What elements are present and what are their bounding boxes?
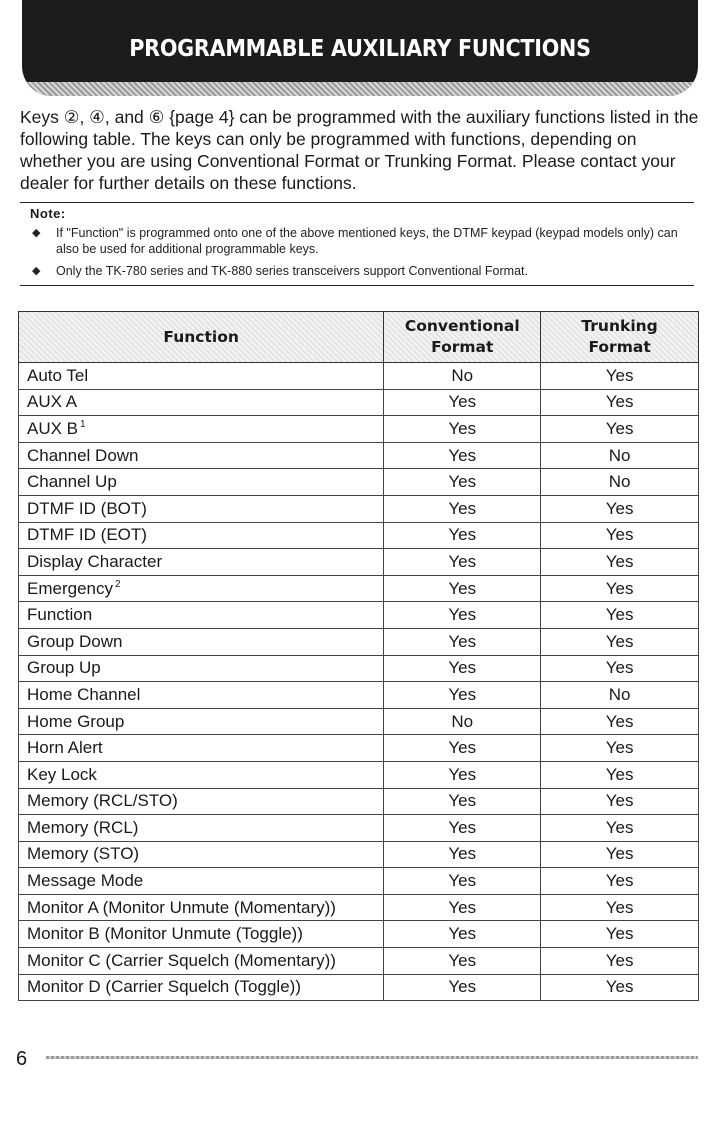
function-cell (19, 363, 384, 390)
function-name: AUX A (27, 392, 78, 412)
table-row (19, 868, 699, 895)
header-trunking-format (541, 312, 699, 363)
trunking-cell: Yes (541, 522, 699, 549)
footnote-marker: 2 (114, 578, 121, 590)
trunking-cell: Yes (541, 894, 699, 921)
trunking-cell: Yes (541, 788, 699, 815)
function-name: Auto Tel (27, 365, 89, 385)
function-name: Memory (RCL) (27, 817, 139, 837)
function-cell (19, 868, 384, 895)
function-name: Channel Down (27, 445, 139, 465)
conventional-cell: Yes (384, 841, 541, 868)
diamond-bullet-icon: ◆ (32, 265, 41, 277)
function-name: Monitor A (Monitor Unmute (Momentary)) (27, 897, 336, 917)
trunking-cell: Yes (541, 655, 699, 682)
function-cell (19, 974, 384, 1001)
function-cell (19, 921, 384, 948)
intro-paragraph: Keys ②, ④, and ⑥ {page 4} can be programmed with the auxiliary functions listed in the following table. The keys can only be programmed with functions, depending on whether you are using Conventional Format or Trunking Format. Please contact your dealer for further details on these functions. (20, 107, 699, 193)
function-cell (19, 841, 384, 868)
trunking-cell: Yes (541, 841, 699, 868)
conventional-cell: Yes (384, 868, 541, 895)
table-row (19, 735, 699, 762)
function-name: Memory (STO) (27, 844, 140, 864)
function-cell (19, 788, 384, 815)
conventional-cell: Yes (384, 788, 541, 815)
header-function-label: Function (163, 327, 239, 346)
conventional-cell: Yes (384, 655, 541, 682)
table-row (19, 389, 699, 416)
table-row (19, 363, 699, 390)
trunking-cell: Yes (541, 602, 699, 629)
footer-decorative-stripe (46, 1056, 698, 1059)
note-item-text: Only the TK-780 series and TK-880 series transceivers support Conventional Format. (56, 264, 528, 278)
conventional-cell: Yes (384, 602, 541, 629)
function-name: Group Down (27, 631, 123, 651)
header-conventional-line1: Conventional (404, 317, 520, 335)
table-row (19, 921, 699, 948)
trunking-cell: Yes (541, 363, 699, 390)
conventional-cell: Yes (384, 761, 541, 788)
conventional-cell: Yes (384, 628, 541, 655)
function-cell (19, 655, 384, 682)
conventional-cell: Yes (384, 389, 541, 416)
footnote-marker: 1 (80, 419, 86, 431)
function-cell (19, 948, 384, 975)
conventional-cell: Yes (384, 974, 541, 1001)
auxiliary-functions-table (18, 311, 699, 1001)
conventional-cell: Yes (384, 442, 541, 469)
trunking-cell: Yes (541, 575, 699, 602)
note-box (20, 202, 694, 286)
page-header-banner (22, 0, 698, 96)
conventional-cell: No (384, 363, 541, 390)
header-conventional-line2: Format (431, 338, 494, 356)
table-row (19, 495, 699, 522)
function-name: Home Channel (27, 684, 141, 704)
function-name: Function (27, 605, 93, 625)
function-name: Monitor B (Monitor Unmute (Toggle)) (27, 924, 303, 944)
conventional-cell: Yes (384, 522, 541, 549)
table-row (19, 682, 699, 709)
conventional-cell: Yes (384, 575, 541, 602)
table-row (19, 788, 699, 815)
table-body (19, 363, 699, 1001)
function-name: Emergency (27, 578, 113, 598)
note-item (32, 263, 682, 279)
function-cell (19, 815, 384, 842)
conventional-cell: Yes (384, 894, 541, 921)
note-title: Note: (30, 206, 66, 221)
note-item (32, 225, 682, 257)
function-name: DTMF ID (EOT) (27, 525, 147, 545)
header-decorative-stripe (22, 82, 698, 96)
table-header-row (19, 312, 699, 363)
function-name: Group Up (27, 658, 101, 678)
header-trunking-line1: Trunking (581, 317, 658, 335)
trunking-cell: Yes (541, 735, 699, 762)
trunking-cell: No (541, 469, 699, 496)
function-name: Horn Alert (27, 738, 103, 758)
function-name: Monitor C (Carrier Squelch (Momentary)) (27, 950, 336, 970)
function-cell (19, 894, 384, 921)
conventional-cell: Yes (384, 682, 541, 709)
function-cell (19, 735, 384, 762)
function-cell (19, 682, 384, 709)
table-row (19, 469, 699, 496)
function-cell (19, 575, 384, 602)
function-name: AUX B (27, 418, 79, 438)
table-row (19, 602, 699, 629)
trunking-cell: Yes (541, 761, 699, 788)
function-cell (19, 628, 384, 655)
conventional-cell: Yes (384, 549, 541, 576)
trunking-cell: Yes (541, 495, 699, 522)
trunking-cell: Yes (541, 974, 699, 1001)
function-name: Message Mode (27, 871, 144, 891)
function-cell (19, 602, 384, 629)
function-name: Display Character (27, 551, 163, 571)
table-row (19, 575, 699, 602)
trunking-cell: Yes (541, 628, 699, 655)
conventional-cell: Yes (384, 921, 541, 948)
function-cell (19, 442, 384, 469)
trunking-cell: Yes (541, 708, 699, 735)
trunking-cell: Yes (541, 868, 699, 895)
function-cell (19, 495, 384, 522)
table-row (19, 522, 699, 549)
note-item-text: If "Function" is programmed onto one of the above mentioned keys, the DTMF keypad (keypad models only) can also be used for additional programmable keys. (56, 226, 678, 256)
function-name: Monitor D (Carrier Squelch (Toggle)) (27, 977, 301, 997)
conventional-cell: Yes (384, 416, 541, 443)
trunking-cell: Yes (541, 921, 699, 948)
table-row (19, 974, 699, 1001)
table-row (19, 815, 699, 842)
function-cell (19, 389, 384, 416)
conventional-cell: Yes (384, 948, 541, 975)
conventional-cell: No (384, 708, 541, 735)
header-trunking-line2: Format (588, 338, 651, 356)
header-conventional-format (384, 312, 541, 363)
table-row (19, 708, 699, 735)
trunking-cell: No (541, 442, 699, 469)
function-cell (19, 549, 384, 576)
diamond-bullet-icon: ◆ (32, 227, 41, 239)
function-cell (19, 416, 384, 443)
page-title: PROGRAMMABLE AUXILIARY FUNCTIONS (129, 36, 591, 62)
trunking-cell: Yes (541, 416, 699, 443)
trunking-cell: Yes (541, 815, 699, 842)
function-cell (19, 761, 384, 788)
table-row (19, 549, 699, 576)
function-name: DTMF ID (BOT) (27, 498, 147, 518)
function-name: Memory (RCL/STO) (27, 791, 178, 811)
conventional-cell: Yes (384, 469, 541, 496)
trunking-cell: Yes (541, 389, 699, 416)
function-name: Key Lock (27, 764, 97, 784)
function-cell (19, 469, 384, 496)
function-cell (19, 708, 384, 735)
conventional-cell: Yes (384, 735, 541, 762)
trunking-cell: No (541, 682, 699, 709)
table-row (19, 761, 699, 788)
table-row (19, 948, 699, 975)
table-row (19, 442, 699, 469)
function-name: Home Group (27, 711, 125, 731)
function-cell (19, 522, 384, 549)
trunking-cell: Yes (541, 549, 699, 576)
table-row (19, 841, 699, 868)
table-row (19, 655, 699, 682)
function-name: Channel Up (27, 472, 117, 492)
conventional-cell: Yes (384, 495, 541, 522)
table-row (19, 416, 699, 443)
page-number: 6 (16, 1048, 28, 1070)
header-function (19, 312, 384, 363)
conventional-cell: Yes (384, 815, 541, 842)
trunking-cell: Yes (541, 948, 699, 975)
table-row (19, 894, 699, 921)
table-row (19, 628, 699, 655)
